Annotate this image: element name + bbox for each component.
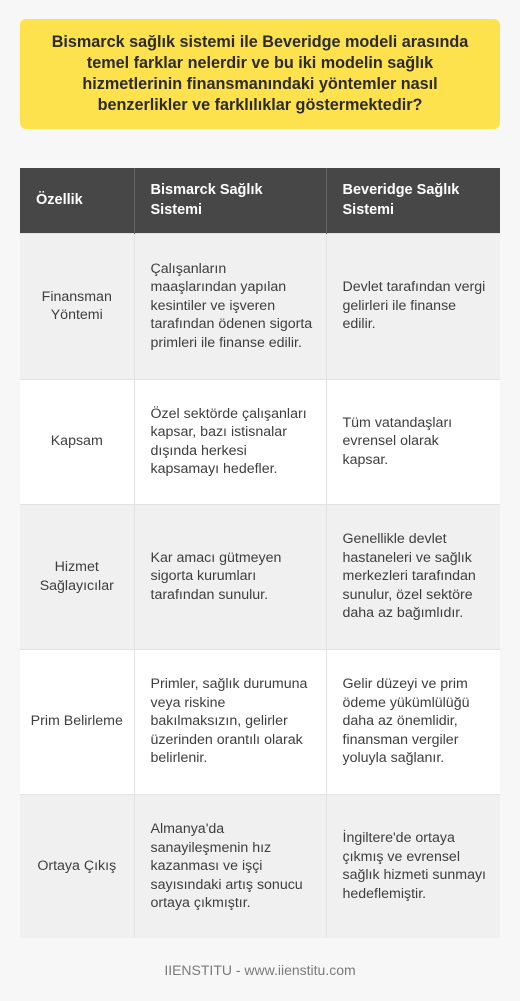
bismarck-cell: Primler, sağlık durumuna veya riskine bakılmaksızın, gelirler üzerinden orantılı olarak belirlenir.	[134, 649, 326, 794]
feature-cell: Hizmet Sağlayıcılar	[20, 504, 134, 649]
bismarck-cell: Kar amacı gütmeyen sigorta kurumları tarafından sunulur.	[134, 504, 326, 649]
question-banner	[20, 19, 500, 129]
table-header-row	[20, 168, 500, 233]
beveridge-cell: Tüm vatandaşları evrensel olarak kapsar.	[326, 379, 500, 504]
question-title: Bismarck sağlık sistemi ile Beveridge modeli arasında temel farklar nelerdir ve bu iki modelin sağlık hizmetlerinin finansmanındaki yöntemler nasıl benzerlikler ve farklılıklar göstermektedir?	[51, 33, 469, 114]
beveridge-cell: İngiltere'de ortaya çıkmış ve evrensel sağlık hizmeti sunmayı hedeflemiştir.	[326, 794, 500, 938]
beveridge-cell: Devlet tarafından vergi gelirleri ile finanse edilir.	[326, 233, 500, 379]
table-row	[20, 649, 500, 794]
bismarck-cell: Almanya'da sanayileşmenin hız kazanması ve işçi sayısındaki artış sonucu ortaya çıkmıştır.	[134, 794, 326, 938]
table-row	[20, 504, 500, 649]
header-feature: Özellik	[20, 168, 134, 233]
beveridge-cell: Genellikle devlet hastaneleri ve sağlık merkezleri tarafından sunulur, özel sektöre daha az bağımlıdır.	[326, 504, 500, 649]
table-row	[20, 233, 500, 379]
comparison-table	[20, 168, 500, 938]
table-row	[20, 379, 500, 504]
beveridge-cell: Gelir düzeyi ve prim ödeme yükümlülüğü daha az önemlidir, finansman vergiler yoluyla sağlanır.	[326, 649, 500, 794]
feature-cell: Finansman Yöntemi	[20, 233, 134, 379]
feature-cell: Prim Belirleme	[20, 649, 134, 794]
bismarck-cell: Özel sektörde çalışanları kapsar, bazı istisnalar dışında herkesi kapsamayı hedefler.	[134, 379, 326, 504]
bismarck-cell: Çalışanların maaşlarından yapılan kesintiler ve işveren tarafından ödenen sigorta primleri ile finanse edilir.	[134, 233, 326, 379]
feature-cell: Ortaya Çıkış	[20, 794, 134, 938]
header-bismarck: Bismarck Sağlık Sistemi	[134, 168, 326, 233]
header-beveridge: Beveridge Sağlık Sistemi	[326, 168, 500, 233]
footer-credit: IIENSTITU - www.iienstitu.com	[164, 962, 356, 978]
feature-cell: Kapsam	[20, 379, 134, 504]
table-row	[20, 794, 500, 938]
